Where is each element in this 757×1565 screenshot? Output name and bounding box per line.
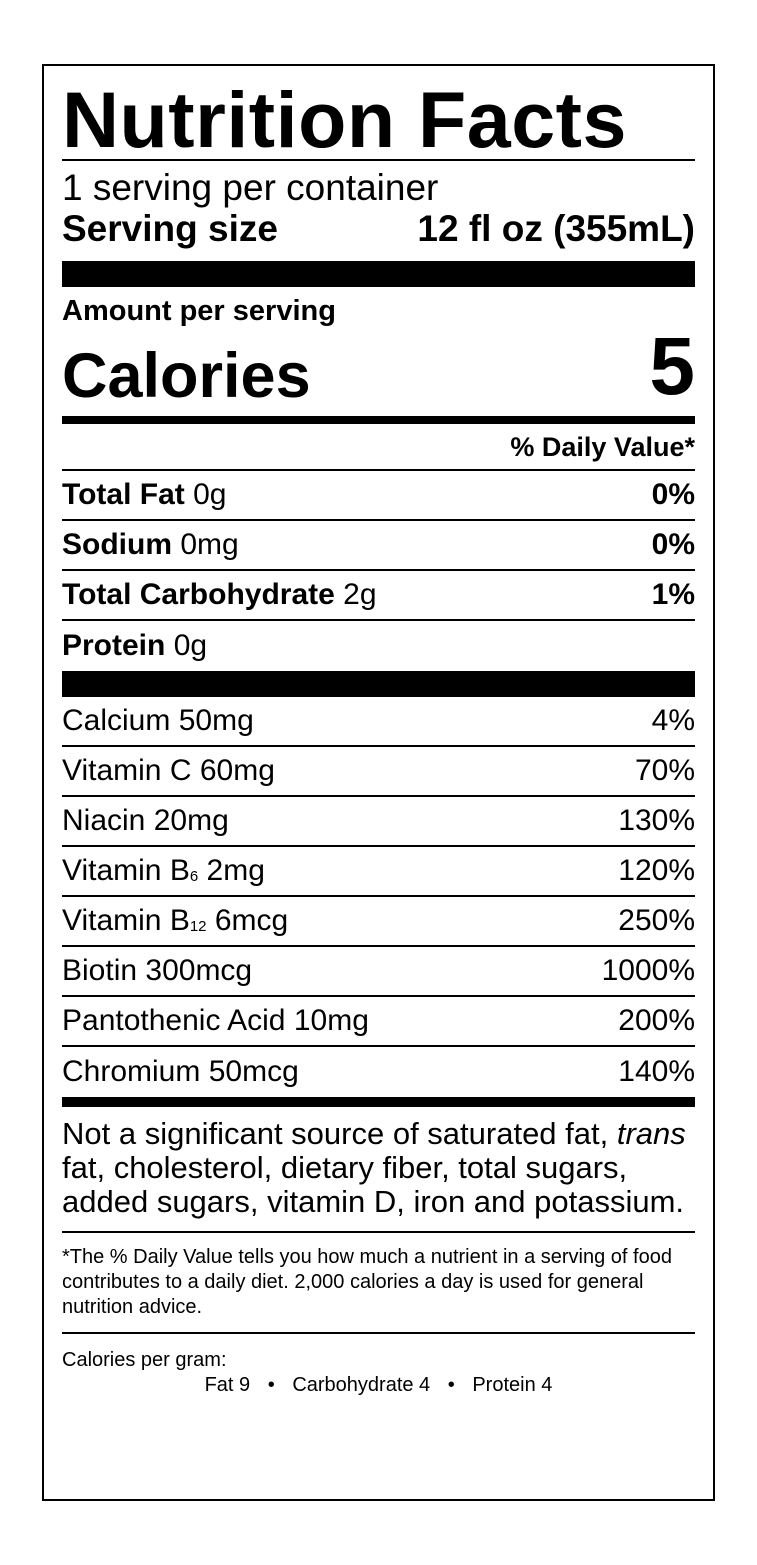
cpg-carbohydrate: Carbohydrate 4 [292,1374,431,1396]
thick-divider [62,671,695,697]
nutrient-amount: 0mg [180,528,239,561]
vitamin-name: Vitamin C [62,754,192,787]
serving-size-row [62,210,695,247]
vitamin-name: Niacin [62,804,146,837]
nutrient-name: Total Fat [62,478,185,511]
vitamin-dv: 140% [618,1055,695,1088]
servings-per-container: 1 serving per container [62,167,439,208]
vitamin-row-pantothenic-acid [62,997,695,1047]
vitamin-name: Biotin [62,954,138,987]
not-significant-prefix: Not a significant source of saturated fat, [62,1116,609,1151]
nutrient-name: Protein [62,629,166,662]
calories-label: Calories [62,341,311,411]
vitamin-amount: 6mcg [214,904,289,937]
vitamin-name: Pantothenic Acid [62,1004,286,1037]
calories-value: 5 [649,321,695,412]
vitamin-dv: 70% [634,754,695,787]
amount-per-serving: Amount per serving [62,295,336,327]
vitamin-dv: 130% [618,804,695,837]
vitamin-amount: 20mg [153,804,229,837]
daily-value-header: % Daily Value* [510,432,695,462]
daily-value-footnote: *The % Daily Value tells you how much a nutrient in a serving of food contributes to a daily diet. 2,000 calories a day is used for general nutrition advice. [62,1246,672,1318]
label-title: Nutrition Facts [62,75,627,164]
bullet-separator: • [267,1374,275,1396]
bullet-separator: • [447,1374,455,1396]
vitamin-dv: 120% [618,854,695,887]
nutrient-dv: 1% [651,578,695,611]
vitamin-name: Vitamin B [62,854,190,887]
calories-row [62,321,695,412]
nutrient-row-sodium [62,521,695,571]
trans-italic: trans [616,1116,686,1151]
vitamin-name: Calcium [62,704,171,737]
nutrient-row-protein [62,621,695,671]
nutrient-row-total-fat [62,471,695,521]
nutrient-amount: 2g [343,578,377,611]
vitamin-amount: 60mg [199,754,275,787]
vitamin-dv: 250% [618,904,695,937]
vitamin-amount: 50mcg [208,1055,299,1088]
vitamin-amount: 2mg [206,854,265,887]
vitamin-row-niacin [62,797,695,847]
nutrient-amount: 0g [193,478,227,511]
serving-size-label: Serving size [62,208,278,249]
nutrient-dv: 0% [651,478,695,511]
vitamin-dv: 1000% [601,954,695,987]
vitamin-row-vitamin-c [62,747,695,797]
nutrient-amount: 0g [173,629,208,662]
vitamin-dv: 200% [618,1004,695,1037]
calories-per-gram [62,1334,695,1398]
vitamin-dv: 4% [651,704,695,737]
medium-divider [62,1097,695,1107]
calories-per-gram-label: Calories per gram: [62,1349,227,1371]
vitamin-subscript: 6 [189,868,199,885]
not-significant-statement [62,1107,695,1231]
thick-divider [62,261,695,287]
nutrition-facts-label [42,64,715,1501]
nutrient-dv: 0% [651,528,695,561]
cpg-fat: Fat 9 [204,1374,251,1396]
not-significant-rest: fat, cholesterol, dietary fiber, total sugars, added sugars, vitamin D, iron and potassium. [62,1150,685,1219]
serving-size-value: 12 fl oz (355mL) [417,208,695,249]
cpg-protein: Protein 4 [472,1374,553,1396]
vitamin-amount: 300mcg [145,954,253,987]
vitamin-row-vitamin-b12 [62,897,695,947]
vitamin-amount: 10mg [293,1004,369,1037]
vitamin-subscript: 12 [189,918,207,935]
nutrient-name: Sodium [62,528,172,561]
medium-divider [62,416,695,424]
nutrient-name: Total Carbohydrate [62,578,335,611]
vitamin-row-chromium [62,1047,695,1097]
vitamin-row-biotin [62,947,695,997]
vitamin-amount: 50mg [178,704,254,737]
vitamin-row-vitamin-b6 [62,847,695,897]
vitamin-name: Vitamin B [62,904,190,937]
vitamin-row-calcium [62,697,695,747]
nutrient-row-total-carbohydrate [62,571,695,621]
calories-per-gram-values [62,1373,695,1398]
vitamin-name: Chromium [62,1055,201,1088]
